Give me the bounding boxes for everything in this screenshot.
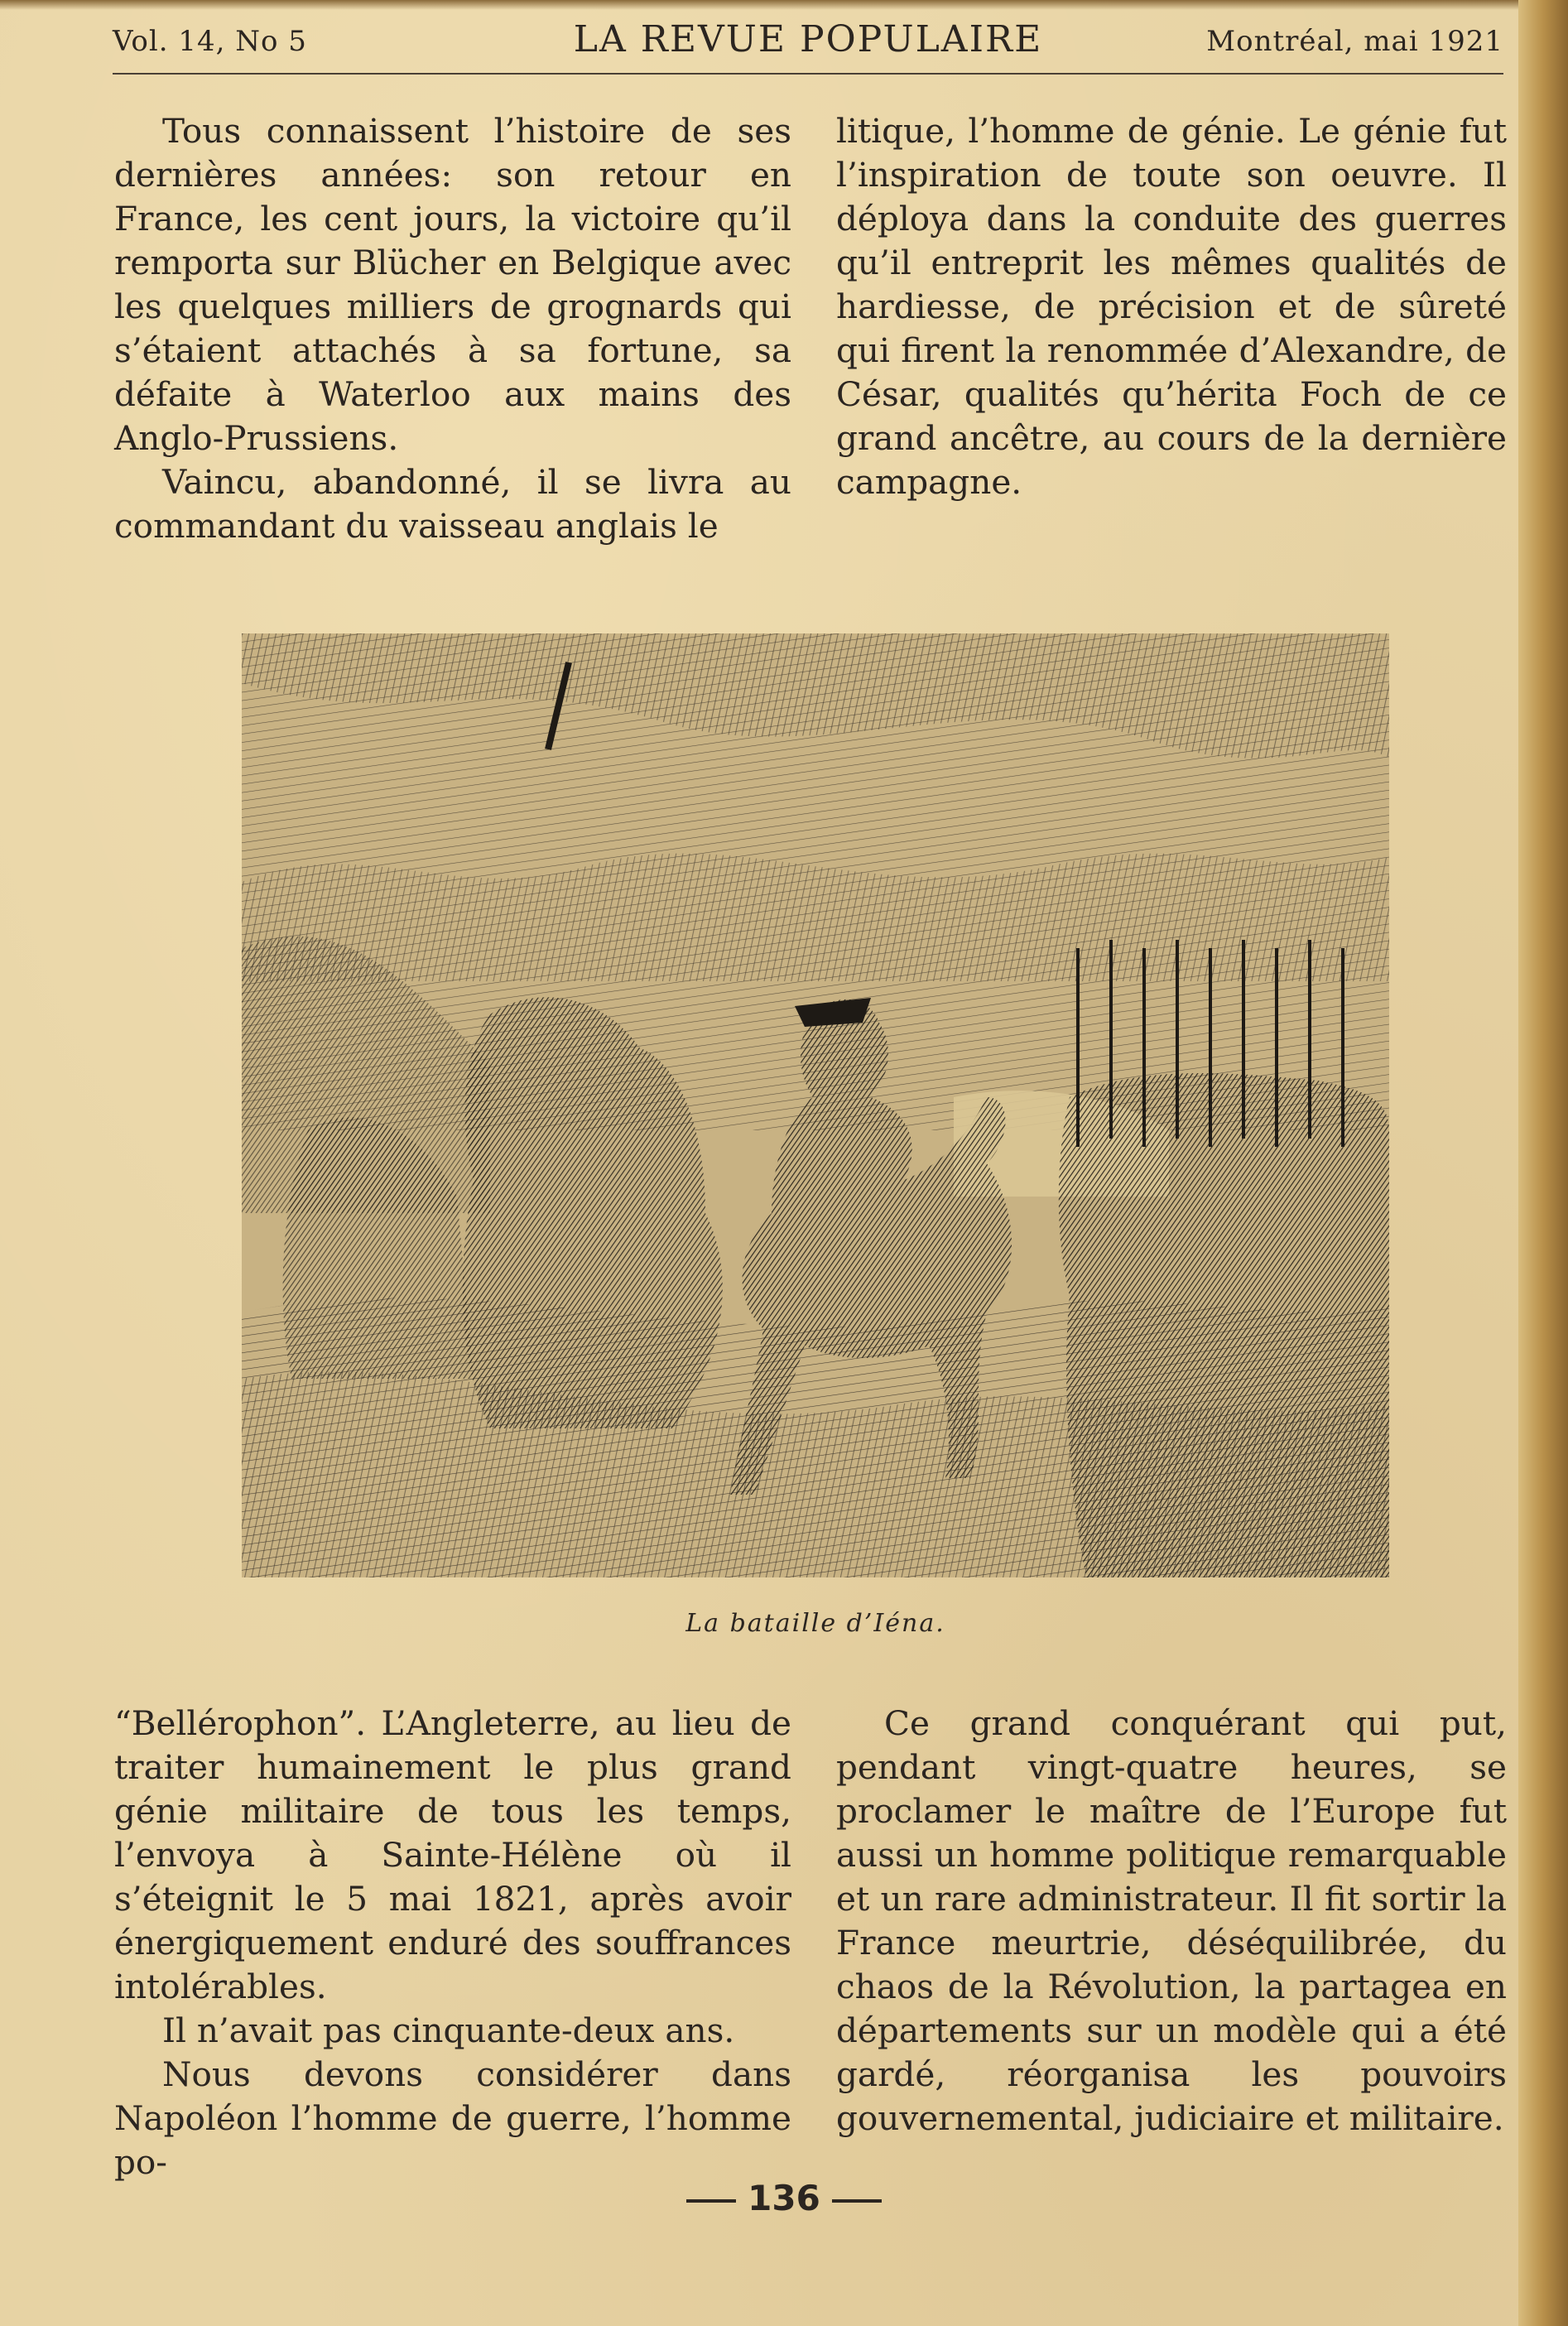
- volume-number: Vol. 14, No 5: [113, 25, 307, 58]
- dash-left: [686, 2199, 736, 2203]
- page-number: 136: [748, 2178, 820, 2218]
- paragraph: Nous devons considérer dans Napoléon l’homme de guerre, l’homme po-: [114, 2054, 791, 2182]
- paragraph: Il n’avait pas cinquante-deux ans.: [162, 2011, 735, 2050]
- column-bottom-right: [836, 1702, 1507, 2141]
- column-bottom-left: [114, 1702, 791, 2184]
- paragraph: litique, l’homme de génie. Le génie fut l’inspiration de toute son oeuvre. Il déploya dans la conduite des guerres qu’il entreprit les mêmes qualités de hardiesse, de précision et de sûreté qui firent la renommée d’Alexandre, de César, qualités qu’hérita Foch de ce grand ancêtre, au cours de la dernière campagne.: [836, 111, 1507, 502]
- running-header: [113, 18, 1503, 68]
- column-top-right: [836, 109, 1507, 504]
- paragraph: Vaincu, abandonné, il se livra au commandant du vaisseau anglais le: [114, 462, 791, 546]
- page-number-footer: [0, 2178, 1568, 2218]
- paragraph: Tous connaissent l’histoire de ses dernières années: son retour en France, les cent jours, la victoire qu’il remporta sur Blücher en Belgique avec les quelques milliers de grognards qui s’étaient attachés à sa fortune, sa défaite à Waterloo aux mains des Anglo-Prussiens.: [114, 111, 791, 458]
- engraving-battle-of-jena: [242, 633, 1389, 1577]
- place-date: Montréal, mai 1921: [1206, 25, 1503, 58]
- paragraph: “Bellérophon”. L’Angleterre, au lieu de traiter humainement le plus grand génie militaire de tous les temps, l’envoya à Sainte-Hélène où il s’éteignit le 5 mai 1821, après avoir énergiquement enduré des souffrances intolérables.: [114, 1703, 791, 2006]
- column-top-left: [114, 109, 791, 548]
- dash-right: [832, 2199, 882, 2203]
- header-rule: [113, 73, 1503, 75]
- journal-title: LA REVUE POPULAIRE: [573, 18, 1043, 60]
- book-binding-edge: [1518, 0, 1568, 2326]
- paragraph: Ce grand conquérant qui put, pendant vingt-quatre heures, se proclamer le maître de l’Europe fut aussi un homme politique remarquable et un rare administrateur. Il fit sortir la France meurtrie, déséquilibrée, du chaos de la Révolution, la partagea en départements sur un modèle qui a été gardé, réorganisa les pouvoirs gouvernemental, judiciaire et militaire.: [836, 1703, 1507, 2138]
- figure-caption: La bataille d’Iéna.: [685, 1609, 945, 1638]
- page-top-edge: [0, 0, 1568, 10]
